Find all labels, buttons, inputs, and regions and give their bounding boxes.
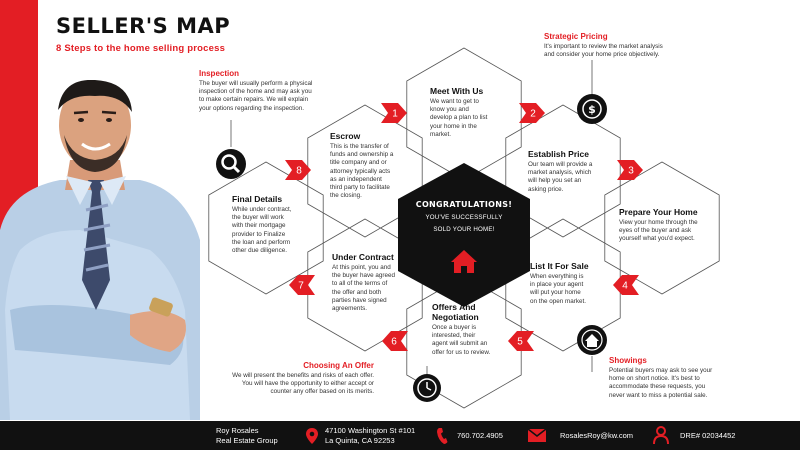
inspection-note: [199, 69, 339, 113]
pricing-line: and consider your home price objectively.: [544, 51, 660, 59]
email-icon: [528, 429, 546, 442]
step-6-line: At this point, you and: [332, 264, 391, 271]
step-7-number: 7: [298, 280, 304, 292]
step-7-line: provider to Finalize: [232, 230, 286, 238]
pricing-note: [544, 32, 694, 59]
house-icon: [577, 325, 607, 355]
phone-icon: [436, 427, 448, 445]
step-4-text: [530, 261, 610, 306]
center-title: CONGRATULATIONS!: [415, 200, 513, 209]
step-2-text: [528, 149, 618, 194]
step-6-line: agreements.: [332, 305, 368, 313]
step-4-line: will put your home: [530, 289, 581, 297]
step-5-title-line2: Negotiation: [432, 312, 479, 322]
step-8-line: funds and ownership a: [330, 151, 394, 159]
inspection-line: inspection of the home and may ask you: [199, 88, 312, 96]
step-5-line: offer for us to review.: [432, 348, 491, 356]
step-7-text: [232, 194, 314, 255]
step-5-text: [432, 302, 512, 357]
step-8-line: third party to facilitate: [330, 184, 390, 192]
center-line2: SOLD YOUR HOME!: [433, 226, 495, 233]
step-8-line: title company and or: [330, 159, 387, 167]
email-address[interactable]: RosalesRoy@kw.com: [560, 431, 634, 440]
step-4-line: on the open market.: [530, 297, 587, 305]
step-5-title: Offers And: [432, 302, 476, 312]
address-line1: 47100 Washington St #101: [325, 426, 416, 435]
inspection-line: The buyer will usually perform a physical: [199, 80, 313, 87]
page-subtitle: 8 Steps to the home selling process: [56, 43, 226, 54]
step-2-line: market analysis, which: [528, 169, 592, 177]
step-6-arrow: [382, 331, 408, 351]
clock-icon: [413, 374, 441, 402]
step-2-line: Our team will provide a: [528, 161, 593, 168]
step-2-line: will help you set an: [528, 177, 582, 185]
step-4-line: When everything is: [530, 273, 584, 280]
step-5-line: agent will submit an: [432, 340, 488, 348]
step-3-title: Prepare Your Home: [619, 207, 698, 217]
step-4-line: in place your agent: [530, 281, 584, 289]
center-hexagon: [398, 163, 530, 307]
inspection-line: to make certain repairs. We will explain: [199, 96, 309, 104]
choosing-offer-title: Choosing An Offer: [303, 361, 374, 370]
step-7-line: with their mortgage: [232, 222, 286, 230]
step-8-title: Escrow: [330, 131, 361, 141]
step-4-title: List It For Sale: [530, 261, 589, 271]
step-1-arrow: [381, 103, 407, 123]
step-7-line: the buyer will work: [232, 214, 284, 222]
step-6-line: parties have signed: [332, 296, 387, 304]
step-3-arrow: [617, 160, 643, 180]
step-6-text: [332, 252, 412, 313]
step-5-number: 5: [517, 336, 523, 348]
step-8-arrow: [285, 160, 311, 180]
step-3-number: 3: [628, 165, 634, 177]
step-8-text: [330, 131, 414, 200]
step-5-line: Once a buyer is: [432, 324, 477, 331]
choosing-offer-line: counter any offer based on its merits.: [270, 388, 374, 396]
step-6-title: Under Contract: [332, 252, 394, 262]
step-7-title: Final Details: [232, 194, 283, 204]
step-3-line: yourself what you'd expect.: [619, 235, 695, 243]
step-7-line: other due diligence.: [232, 247, 287, 255]
showings-line: accommodate these requests, you: [609, 383, 706, 391]
step-3-text: [619, 207, 719, 244]
step-1-line: know you and: [430, 106, 469, 114]
company-division: Real Estate Group: [216, 436, 278, 445]
step-4-number: 4: [622, 280, 628, 292]
location-pin-icon: [305, 427, 319, 445]
dre-license: DRE# 02034452: [680, 431, 736, 440]
step-8-line: attorney typically acts: [330, 167, 391, 175]
step-4-arrow: [613, 275, 639, 295]
step-8-line: as an independent: [330, 175, 382, 183]
center-message: [398, 200, 530, 235]
step-1-line: develop a plan to list: [430, 114, 488, 122]
phone-number[interactable]: 760.702.4905: [457, 431, 503, 440]
choosing-offer-note: [214, 361, 374, 397]
step-8-line: the closing.: [330, 192, 362, 200]
step-1-number: 1: [392, 108, 398, 120]
step-1-line: market.: [430, 130, 451, 138]
step-3-line: View your home through the: [619, 219, 698, 226]
step-1-line: We want to get to: [430, 98, 479, 105]
svg-text:$: $: [588, 103, 596, 116]
step-7-line: While under contract,: [232, 206, 292, 213]
step-3-line: eyes of the buyer and ask: [619, 227, 692, 235]
page-title: SELLER'S MAP: [56, 14, 231, 38]
company-name: Roy Rosales: [216, 426, 259, 435]
step-1-text: [430, 86, 510, 139]
step-6-number: 6: [391, 336, 397, 348]
step-1-title: Meet With Us: [430, 86, 484, 96]
showings-line: never want to miss a potential sale.: [609, 391, 708, 399]
step-6-line: to all of the terms of: [332, 280, 388, 288]
step-6-line: the buyer have agreed: [332, 272, 396, 280]
showings-note: [609, 356, 739, 400]
showings-line: home on short notice. It's best to: [609, 375, 700, 383]
step-7-line: the loan and perform: [232, 238, 291, 246]
search-icon: [216, 149, 246, 179]
pricing-title: Strategic Pricing: [544, 32, 608, 41]
person-icon: [653, 426, 669, 445]
showings-line: Potential buyers may ask to see your: [609, 367, 713, 374]
step-2-arrow: [519, 103, 545, 123]
step-2-title: Establish Price: [528, 149, 589, 159]
dollar-icon: [577, 94, 607, 124]
address-line2: La Quinta, CA 92253: [325, 436, 395, 445]
step-1-line: your home in the: [430, 122, 477, 130]
center-line1: YOU'VE SUCCESSFULLY: [425, 214, 503, 221]
step-2-number: 2: [530, 108, 536, 120]
step-2-line: asking price.: [528, 185, 564, 193]
inspection-line: your options regarding the inspection.: [199, 104, 305, 112]
inspection-title: Inspection: [199, 69, 240, 78]
step-8-number: 8: [296, 165, 302, 177]
step-6-line: the offer and both: [332, 288, 382, 296]
choosing-offer-line: We will present the benefits and risks of each offer.: [232, 372, 374, 379]
step-7-arrow: [289, 275, 315, 295]
step-5-line: interested, their: [432, 332, 476, 340]
choosing-offer-line: You will have the opportunity to either accept or: [241, 380, 374, 388]
contact-footer: [0, 421, 800, 450]
step-8-line: This is the transfer of: [330, 143, 389, 150]
pricing-line: It's important to review the market analysis: [544, 43, 663, 50]
showings-title: Showings: [609, 356, 647, 365]
